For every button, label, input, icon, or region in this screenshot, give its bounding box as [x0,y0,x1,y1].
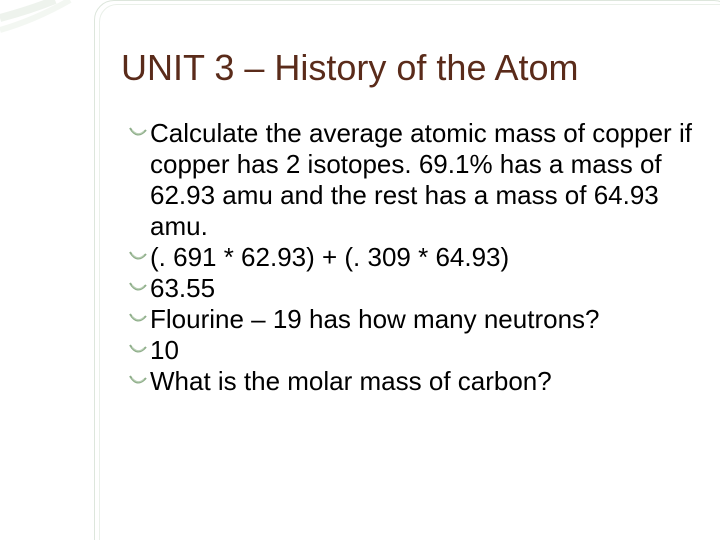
bullet-text: 63.55 [150,273,216,303]
bullet-item [128,242,708,273]
bullet-item [128,273,708,304]
bullet-item [128,335,708,366]
bullet-text: Calculate the average atomic mass of copper if copper has 2 isotopes. 69.1% has a mass of 62.93 amu and the rest has a mass of 64.93 amu. [150,118,692,241]
bullet-icon [128,126,148,142]
bullet-item [128,118,708,242]
bullet-text: Flourine – 19 has how many neutrons? [150,304,600,334]
bullet-text: (. 691 * 62.93) + (. 309 * 64.93) [150,242,510,272]
bullet-text: What is the molar mass of carbon? [150,366,552,396]
bullet-text: 10 [150,335,179,365]
bullet-item [128,304,708,335]
bullet-list [128,118,708,397]
bullet-icon [128,343,148,359]
bullet-icon [128,281,148,297]
bullet-icon [128,312,148,328]
corner-decoration [0,0,80,60]
slide-title: UNIT 3 – History of the Atom [121,47,579,88]
bullet-icon [128,250,148,266]
bullet-icon [128,374,148,390]
bullet-item [128,366,708,397]
